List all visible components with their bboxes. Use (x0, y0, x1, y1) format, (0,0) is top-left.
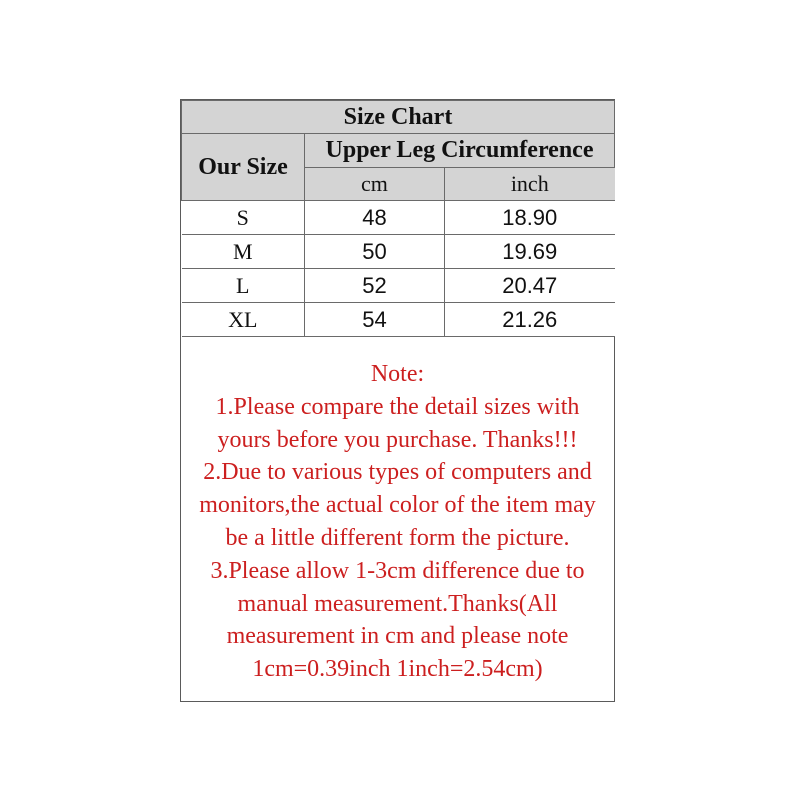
cm-cell: 48 (305, 201, 445, 235)
unit-inch-header: inch (445, 168, 615, 201)
note-line: 1cm=0.39inch 1inch=2.54cm) (252, 656, 543, 683)
note-line: yours before you purchase. Thanks!!! (217, 426, 578, 453)
table-row (182, 269, 615, 303)
note-line: be a little different form the picture. (225, 524, 570, 551)
inch-cell: 20.47 (445, 269, 615, 303)
size-chart-table (181, 100, 615, 337)
table-row (182, 235, 615, 269)
cm-cell: 54 (305, 303, 445, 337)
note-block (181, 358, 614, 686)
note-line: 1.Please compare the detail sizes with (215, 393, 580, 420)
size-chart-card (180, 99, 615, 702)
table-header-row (182, 134, 615, 168)
inch-cell: 21.26 (445, 303, 615, 337)
note-line: 2.Due to various types of computers and (203, 459, 592, 486)
size-cell: M (182, 235, 305, 269)
table-row (182, 201, 615, 235)
measurement-column-header: Upper Leg Circumference (305, 134, 615, 168)
cm-cell: 50 (305, 235, 445, 269)
size-cell: S (182, 201, 305, 235)
note-line: manual measurement.Thanks(All (237, 590, 558, 617)
cm-cell: 52 (305, 269, 445, 303)
unit-cm-header: cm (305, 168, 445, 201)
inch-cell: 18.90 (445, 201, 615, 235)
note-heading: Note: (370, 361, 425, 387)
size-cell: L (182, 269, 305, 303)
table-title-row (182, 101, 615, 134)
inch-cell: 19.69 (445, 235, 615, 269)
size-column-header: Our Size (182, 134, 305, 201)
note-line: monitors,the actual color of the item may (199, 492, 596, 519)
note-line: measurement in cm and please note (226, 623, 569, 650)
size-cell: XL (182, 303, 305, 337)
table-row (182, 303, 615, 337)
table-title: Size Chart (182, 101, 615, 134)
note-line: 3.Please allow 1-3cm difference due to (210, 557, 585, 584)
